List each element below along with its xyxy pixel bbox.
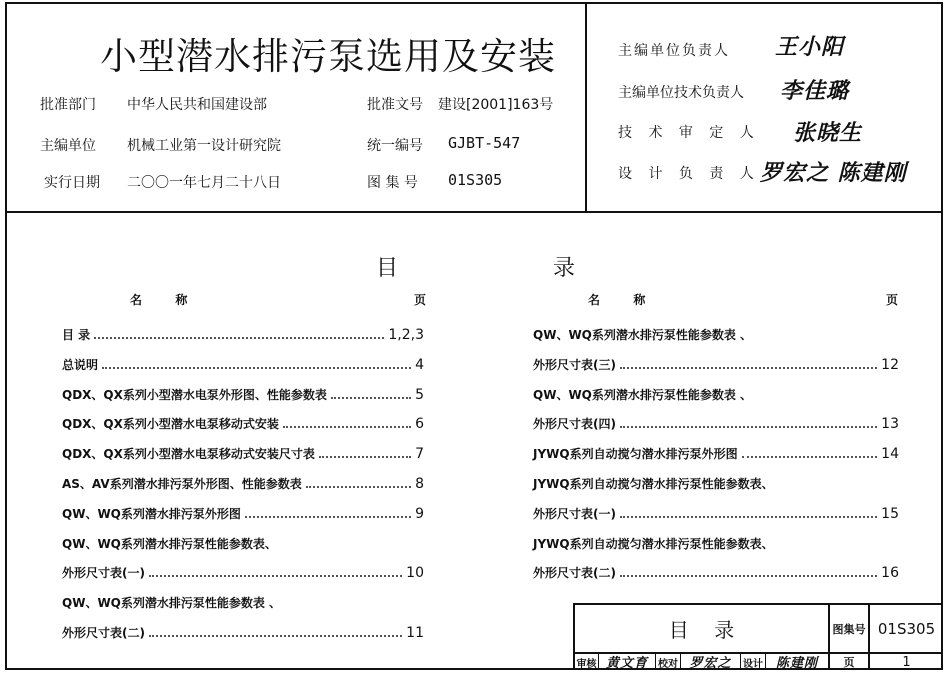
toc-right-entry-8 [533, 532, 899, 552]
title-block-atlas-label: 图集号 [832, 622, 866, 636]
toc-right-entry-6 [533, 472, 899, 492]
toc-right-entry-title: JYWQ系列自动搅匀潜水排污泵性能参数表、 [533, 536, 774, 551]
impl-date-value: 二〇〇一年七月二十八日 [127, 175, 281, 191]
resp-signature-4: 罗宏之 陈建刚 [760, 160, 907, 186]
toc-left-entry-page: 5 [415, 386, 424, 403]
toc-left-entry-title: QW、WQ系列潜水排污泵性能参数表、 [62, 536, 277, 551]
toc-left-entry-title: QDX、QX系列小型潜水电泵移动式安装尺寸表 [62, 447, 315, 462]
title-block-review-sig: 黄文育 [605, 655, 648, 671]
toc-left-entry-4 [62, 412, 424, 432]
toc-left-entry-11 [62, 621, 424, 641]
toc-left-entry-9 [62, 561, 424, 581]
header-divider [585, 2, 587, 212]
toc-left-entry-1 [62, 323, 424, 343]
toc-right-leader-dots [620, 516, 877, 518]
toc-right-entry-title: JYWQ系列自动搅匀潜水排污泵外形图 [533, 447, 738, 462]
resp-signature-2: 李佳璐 [780, 78, 850, 104]
header-bottom-line [5, 211, 943, 213]
title-block-page-no: 1 [902, 654, 911, 670]
toc-left-entry-3 [62, 383, 424, 403]
toc-right-entry-title: JYWQ系列自动搅匀潜水排污泵性能参数表、 [533, 477, 774, 491]
toc-right-entry-1 [533, 323, 899, 343]
toc-right-entry-title: 外形尺寸表(三) [533, 357, 616, 372]
impl-date-label: 实行日期 [44, 175, 100, 191]
toc-heading-right: 录 [553, 256, 576, 281]
toc-left-leader-dots [94, 337, 384, 339]
toc-left-leader-dots [306, 486, 411, 488]
title-block-name: 目 录 [668, 618, 735, 642]
toc-left-entry-page: 6 [415, 416, 424, 433]
resp-signature-3: 张晓生 [793, 120, 863, 146]
toc-left-entry-5 [62, 442, 424, 462]
toc-left-leader-dots [319, 456, 411, 458]
toc-right-entry-title: QW、WQ系列潜水排污泵性能参数表 、 [533, 387, 753, 402]
toc-left-entry-title: QW、WQ系列潜水排污泵外形图 [62, 506, 241, 521]
toc-right-entry-2 [533, 353, 899, 373]
toc-left-entry-page: 7 [415, 446, 424, 463]
toc-right-entry-page: 15 [881, 505, 899, 522]
resp-signature-1: 王小阳 [775, 34, 845, 60]
toc-left-entry-title: QDX、QX系列小型潜水电泵外形图、性能参数表 [62, 387, 327, 402]
toc-right-leader-dots [620, 426, 877, 428]
toc-right-entry-9 [533, 561, 899, 581]
toc-right-entry-page: 14 [881, 446, 899, 463]
toc-left-entry-title: 外形尺寸表(一) [62, 566, 145, 581]
toc-left-entry-title: AS、AV系列潜水排污泵外形图、性能参数表 [62, 477, 302, 491]
approval-dept-label: 批准部门 [40, 97, 96, 113]
toc-left-leader-dots [149, 635, 402, 637]
toc-left-entry-title: 外形尺寸表(二) [62, 626, 145, 640]
resp-label-4: 设 计 负 责 人 [618, 166, 760, 182]
resp-label-2: 主编单位技术负责人 [618, 85, 744, 101]
title-block-atlas-no: 01S305 [877, 619, 936, 638]
title-block-check-sig: 罗宏之 [689, 655, 732, 671]
toc-left-entry-page: 8 [415, 476, 424, 492]
toc-left-entry-page: 9 [415, 505, 424, 522]
toc-left-entry-page: 10 [406, 565, 424, 582]
title-block-design-sig: 陈建刚 [775, 655, 818, 671]
toc-left-entry-2 [62, 353, 424, 373]
unified-no-label: 统一编号 [367, 138, 423, 154]
toc-left-leader-dots [149, 575, 402, 577]
toc-left-leader-dots [283, 426, 411, 428]
title-block-review-label: 审核 [576, 658, 597, 670]
toc-right-entry-page: 13 [881, 416, 899, 433]
toc-right-entry-title: 外形尺寸表(二) [533, 566, 616, 581]
toc-left-leader-dots [331, 397, 411, 399]
toc-right-entry-4 [533, 412, 899, 432]
chief-unit-value: 机械工业第一设计研究院 [127, 138, 281, 154]
toc-left-entry-title: 目 录 [62, 328, 91, 342]
toc-right-leader-dots [620, 575, 877, 577]
atlas-title: 小型潜水排污泵选用及安装 [100, 35, 556, 78]
toc-left-entry-title: 总说明 [62, 357, 99, 372]
toc-left-col-name: 名 称 [130, 293, 188, 307]
toc-left-col-page: 页 [414, 293, 427, 307]
toc-left-entry-page: 1,2,3 [388, 327, 424, 343]
chief-unit-label: 主编单位 [40, 138, 96, 154]
toc-right-entry-title: 外形尺寸表(四) [533, 417, 616, 432]
toc-left-leader-dots [245, 516, 411, 518]
toc-right-entry-page: 12 [881, 356, 899, 373]
toc-right-col-page: 页 [886, 293, 899, 307]
toc-left-entry-title: QDX、QX系列小型潜水电泵移动式安装 [62, 417, 279, 432]
approval-doc-value: 建设[2001]163号 [438, 97, 554, 113]
title-block-design-label: 设计 [743, 658, 763, 670]
toc-heading-left: 目 [376, 256, 399, 281]
toc-right-leader-dots [620, 367, 877, 369]
toc-right-entry-page: 16 [881, 565, 899, 582]
approval-doc-label: 批准文号 [367, 97, 423, 113]
atlas-no-value: 01S305 [448, 171, 503, 189]
toc-right-entry-3 [533, 383, 899, 403]
toc-left-entry-page: 11 [406, 625, 424, 641]
title-block-page-label: 页 [843, 656, 855, 669]
atlas-no-label: 图 集 号 [367, 175, 418, 191]
toc-left-entry-10 [62, 591, 424, 611]
toc-right-leader-dots [742, 456, 878, 458]
resp-label-3: 技 术 审 定 人 [618, 125, 760, 141]
toc-left-entry-8 [62, 532, 424, 552]
approval-dept-value: 中华人民共和国建设部 [127, 97, 267, 113]
toc-left-entry-title: QW、WQ系列潜水排污泵性能参数表 、 [62, 596, 282, 611]
title-block-check-label: 校对 [658, 658, 678, 670]
toc-right-entry-title: QW、WQ系列潜水排污泵性能参数表 、 [533, 328, 753, 342]
toc-right-entry-5 [533, 442, 899, 462]
toc-right-entry-7 [533, 502, 899, 522]
unified-no-value: GJBT-547 [448, 134, 521, 152]
toc-left-entry-6 [62, 472, 424, 492]
toc-right-col-name: 名 称 [588, 293, 646, 307]
toc-left-entry-page: 4 [415, 356, 424, 373]
toc-left-leader-dots [102, 367, 411, 369]
toc-left-entry-7 [62, 502, 424, 522]
toc-right-entry-title: 外形尺寸表(一) [533, 506, 616, 521]
resp-label-1: 主编单位负责人 [618, 43, 730, 59]
